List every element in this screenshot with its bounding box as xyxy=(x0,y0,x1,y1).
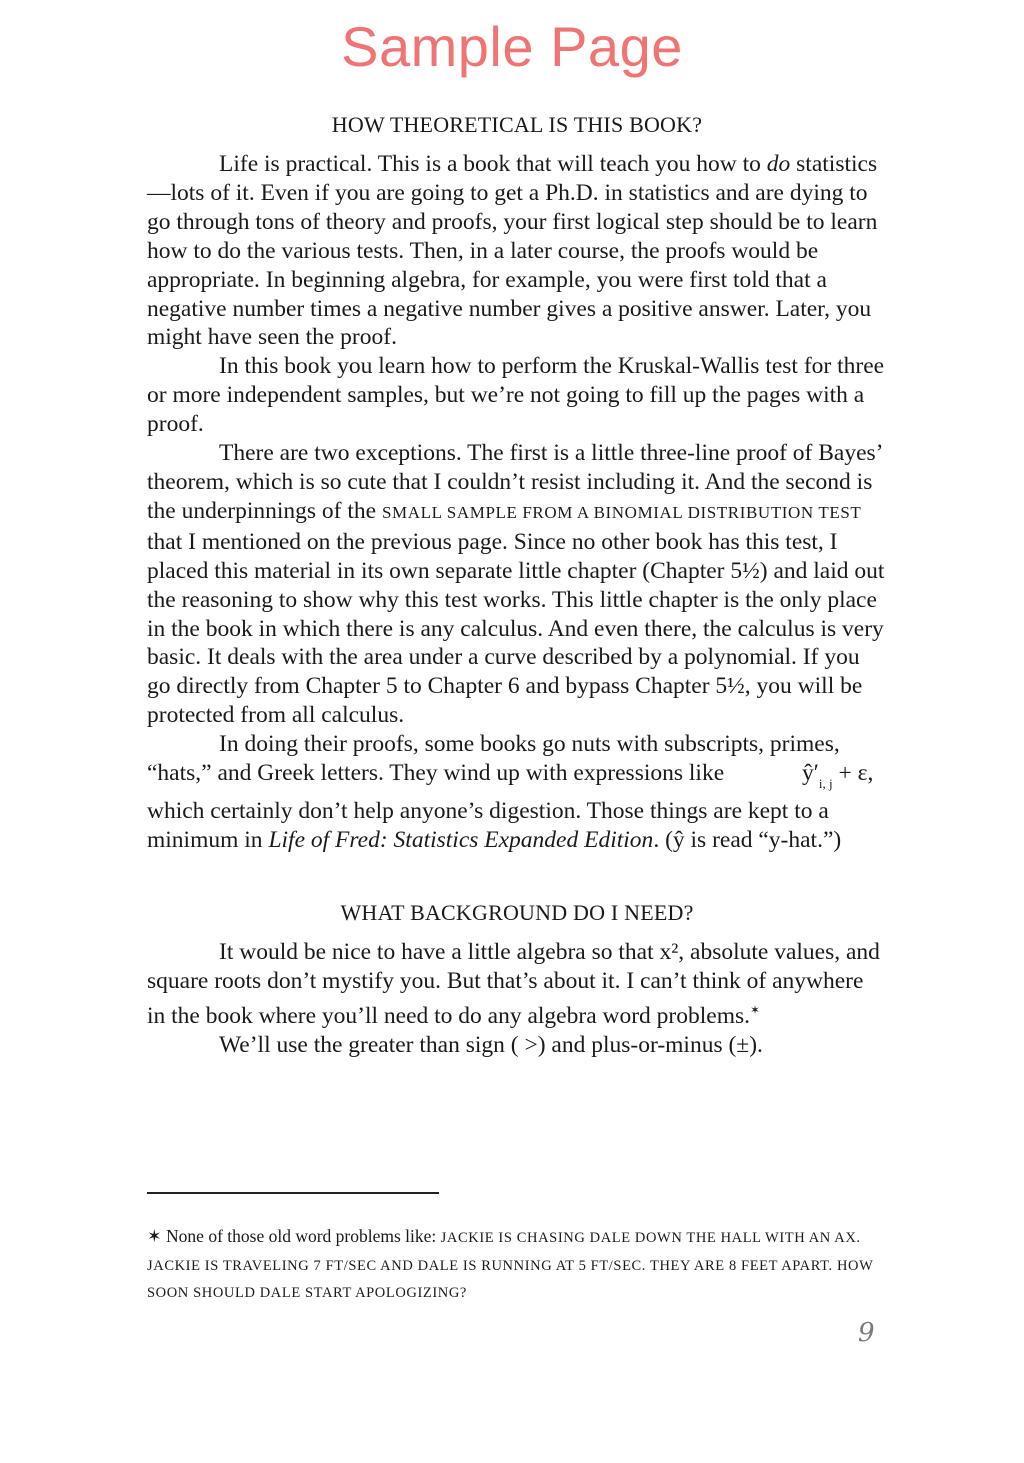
emphasis-do: do xyxy=(766,151,791,177)
small-caps-test-name: SMALL SAMPLE FROM A BINOMIAL DISTRIBUTION TEST xyxy=(381,502,862,522)
section-heading-theoretical: HOW THEORETICAL IS THIS BOOK? xyxy=(331,112,703,137)
math-expression: $ŷ'_{i, j} + \varepsilon$, xyxy=(802,760,874,791)
page-number: 9 xyxy=(858,1318,875,1348)
paragraph-two-exceptions: There are two exceptions. The first is a little three-line proof of Bayes’ theorem, which is so cute that I couldn’t resist including it. And the second is the underpinnings of the SMALL SAMPLE FROM A BINOMIAL DISTRIBUTION TEST that I mentioned on the previous page. Since no other book has this test, I placed this material in its own separate little chapter (Chapter 5½) and laid out the reasoning to show why this test works. This little chapter is the only place in the book in which there is any calculus. And even there, the calculus is very basic. It deals with the area under a curve described by a polynomial. If you go directly from Chapter 5 to Chapter 6 and bypass Chapter 5½, you will be protected from all calculus. xyxy=(147,440,885,729)
paragraph-life-is-practical: Life is practical. This is a book that will teach you how to do statistics—lots of it. Even if you are going to get a Ph.D. in statistics and are dying to go through tons of theory and proofs, your first logical step should be to learn how to do the various tests. Then, in a later course, the proofs would be appropriate. In beginning algebra, for example, you were first told that a negative number times a negative number gives a positive answer. Later, you might have seen the proof. xyxy=(147,151,878,351)
paragraph-signs: We’ll use the greater than sign ( >) and plus-or-minus (±). xyxy=(219,1031,763,1058)
paragraph-subscripts: In doing their proofs, some books go nuts with subscripts, primes, “hats,” and Greek letters. They wind up with expressions like $ŷ'_{i, j} + \varepsilon$, which certainly don’t help anyone’s digestion. Those things are kept to a minimum in Life of Fred: Statistics Expanded Edition. (ŷ is read “y-hat.”) xyxy=(147,731,874,853)
footnote-marker: ✶ xyxy=(750,1002,761,1017)
footnote-small-caps: JACKIE IS CHASING DALE DOWN THE HALL WITH AN AX. JACKIE IS TRAVELING 7 FT/SEC AND DALE IS RUNNING AT 5 FT/SEC. THEY ARE 8 FEET APART. HOW SOON SHOULD DALE START APOLOGIZING? xyxy=(147,1230,874,1301)
section-body-theoretical xyxy=(147,150,887,854)
section-heading-background: WHAT BACKGROUND DO I NEED? xyxy=(340,900,694,925)
footnote-star-icon: ✶ xyxy=(147,1226,162,1246)
footnote-divider xyxy=(147,1192,439,1194)
book-title: Life of Fred: Statistics Expanded Edition xyxy=(268,826,654,853)
sample-page-watermark: Sample Page xyxy=(341,15,683,78)
section-body-background xyxy=(147,938,887,1059)
paragraph-algebra: It would be nice to have a little algebra so that x², absolute values, and square roots don’t mystify you. But that’s about it. I can’t think of anywhere in the book where you’ll need to do any algebra word problems.✶ xyxy=(147,939,880,1029)
footnote: ✶ None of those old word problems like: JACKIE IS CHASING DALE DOWN THE HALL WITH AN AX. JACKIE IS TRAVELING 7 FT/SEC AND DALE IS RUNNING AT 5 FT/SEC. THEY ARE 8 FEET APART. HOW SOON SHOULD DALE START APOLOGIZING? xyxy=(147,1226,874,1301)
paragraph-kruskal-wallis: In this book you learn how to perform the Kruskal-Wallis test for three or more independent samples, but we’re not going to fill up the pages with a proof. xyxy=(147,353,885,438)
